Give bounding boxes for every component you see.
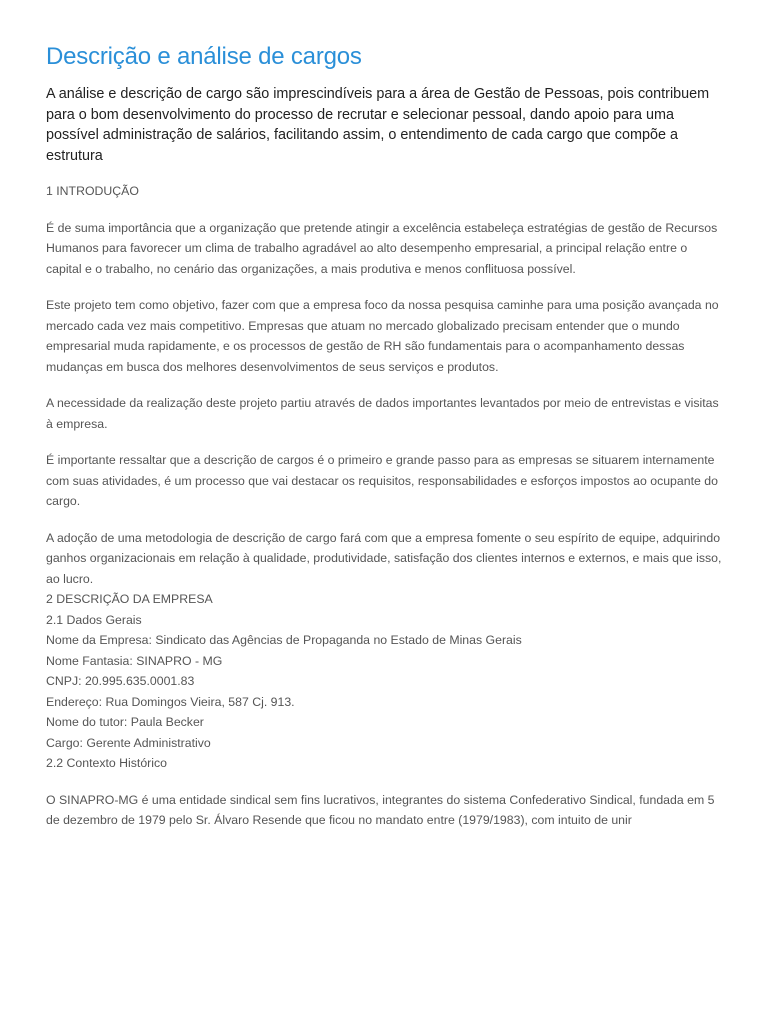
document-page (46, 40, 722, 831)
paragraph-1: É de suma importância que a organização que pretende atingir a excelência estabeleça estratégias de gestão de Recursos Humanos para favorecer um clima de trabalho agradável ao alto desempenho empresarial, a principal relação entre o capital e o trabalho, no cenário das organizações, a mais produtiva e menos conflituosa possível. (46, 220, 718, 276)
paragraph-6: O SINAPRO-MG é uma entidade sindical sem fins lucrativos, integrantes do sistema Confederativo Sindical, fundada em 5 de dezembro de 1979 pelo Sr. Álvaro Resende que ficou no mandato entre (1979/1983), com intuito de unir (46, 792, 715, 827)
cnpj: CNPJ: 20.995.635.0001.83 (46, 674, 195, 688)
job-role: Cargo: Gerente Administrativo (46, 735, 211, 750)
section-2-1-heading: 2.1 Dados Gerais (46, 612, 142, 627)
section-1-heading: 1 INTRODUÇÃO (46, 184, 139, 198)
paragraph-2: Este projeto tem como objetivo, fazer com que a empresa foco da nossa pesquisa caminhe para uma posição avançada no mercado cada vez mais competitivo. Empresas que atuam no mercado globalizado precisam entender que o mundo empresarial muda rapidamente, e os processos de gestão de RH são fundamentais para o acompanhamento dessas mudanças em busca dos melhores desenvolvimentos de seus serviços e produtos. (46, 298, 719, 374)
company-name: Nome da Empresa: Sindicato das Agências de Propaganda no Estado de Minas Gerais (46, 633, 522, 647)
trade-name: Nome Fantasia: SINAPRO - MG (46, 653, 223, 668)
bottom-fade (0, 1004, 768, 1024)
address: Endereço: Rua Domingos Vieira, 587 Cj. 913. (46, 694, 295, 709)
paragraph-4: É importante ressaltar que a descrição de cargos é o primeiro e grande passo para as empresas se situarem internamente com suas atividades, é um processo que vai destacar os requisitos, responsabilidades e esforços impostos ao ocupante do cargo. (46, 453, 718, 508)
lead-paragraph: A análise e descrição de cargo são imprescindíveis para a área de Gestão de Pessoas, pois contribuem para o bom desenvolvimento do processo de recrutar e selecionar pessoal, dando apoio para uma possível administração de salários, facilitando assim, o entendimento de cada cargo que compõe a estrutura (46, 86, 710, 164)
tutor-name: Nome do tutor: Paula Becker (46, 715, 204, 729)
paragraph-5: A adoção de uma metodologia de descrição de cargo fará com que a empresa fomente o seu espírito de equipe, adquirindo ganhos organizacionais em relação à qualidade, produtividade, satisfação dos clientes internos e externos, e mais que isso, ao lucro. (46, 530, 722, 586)
section-2-heading: 2 DESCRIÇÃO DA EMPRESA (46, 592, 213, 606)
section-2-2-heading: 2.2 Contexto Histórico (46, 756, 167, 770)
page-title: Descrição e análise de cargos (46, 43, 362, 70)
paragraph-3: A necessidade da realização deste projeto partiu através de dados importantes levantados por meio de entrevistas e visitas à empresa. (46, 396, 719, 431)
